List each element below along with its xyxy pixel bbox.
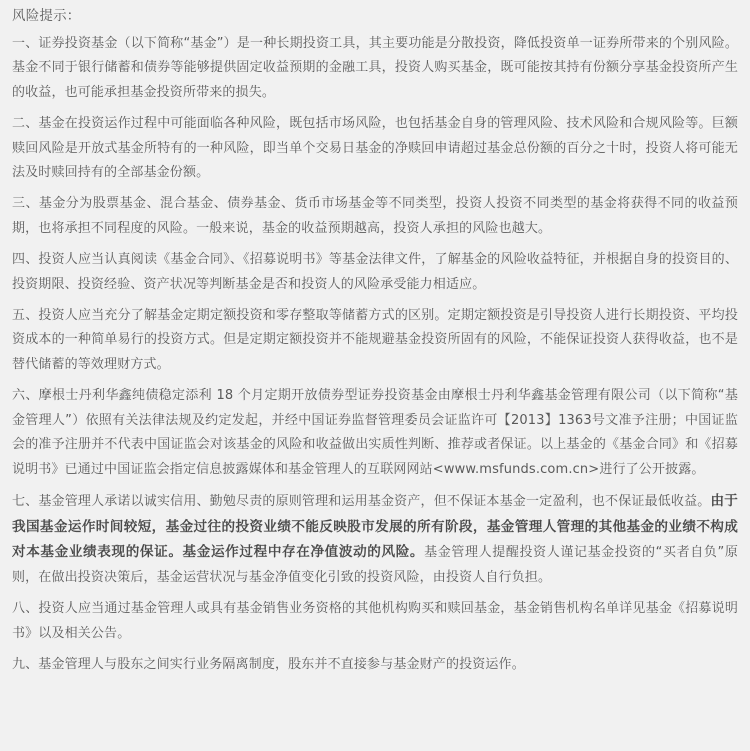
risk-item-1: 一、证券投资基金（以下简称“基金”）是一种长期投资工具，其主要功能是分散投资，降低投资单一证券所带来的个别风险。基金不同于银行储蓄和债券等能够提供固定收益预期的金融工具，投资人购买基金，既可能按其持有份额分享基金投资所产生的收益，也可能承担基金投资所带来的损失。 xyxy=(12,36,738,100)
risk-item-9: 九、基金管理人与股东之间实行业务隔离制度，股东并不直接参与基金财产的投资运作。 xyxy=(12,657,525,673)
risk-item-7-bold-warning: 由于我国基金运作时间较短，基金过往的投资业绩不能反映股市发展的所有阶段，基金管理人管理的其他基金的业绩不构成对本基金业绩表现的保证。基金运作过程中存在净值波动的风险。 xyxy=(12,492,738,561)
risk-item-7-outro: 基金管理人提醒投资人谨记基金投资的“买者自负”原则，在做出投资决策后，基金运营状况与基金净值变化引致的投资风险，由投资人自行负担。 xyxy=(12,545,738,585)
risk-item-5: 五、投资人应当充分了解基金定期定额投资和零存整取等储蓄方式的区别。定期定额投资是引导投资人进行长期投资、平均投资成本的一种简单易行的投资方式。但是定期定额投资并不能规避基金投资所固有的风险，不能保证投资人获得收益，也不是替代储蓄的等效理财方式。 xyxy=(12,308,738,372)
risk-item-7 xyxy=(12,489,738,590)
risk-item-8: 八、投资人应当通过基金管理人或具有基金销售业务资格的其他机构购买和赎回基金，基金销售机构名单详见基金《招募说明书》以及相关公告。 xyxy=(12,601,738,641)
risk-item-4: 四、投资人应当认真阅读《基金合同》、《招募说明书》等基金法律文件，了解基金的风险收益特征，并根据自身的投资目的、投资期限、投资经验、资产状况等判断基金是否和投资人的风险承受能力相适应。 xyxy=(12,252,738,292)
risk-item-7-intro: 七、基金管理人承诺以诚实信用、勤勉尽责的原则管理和运用基金资产，但不保证本基金一定盈利，也不保证最低收益。 xyxy=(12,493,711,509)
risk-item-6: 六、摩根士丹利华鑫纯债稳定添利 18 个月定期开放债券型证券投资基金由摩根士丹利华鑫基金管理有限公司（以下简称“基金管理人”）依照有关法律法规及约定发起，并经中国证券监督管理委员会证监许可【2013】1363号文准予注册；中国证监会的准予注册并不代表中国证监会对该基金的风险和收益做出实质性判断、推荐或者保证。以上基金的《基金合同》和《招募说明书》已通过中国证监会指定信息披露媒体和基金管理人的互联网网站<www.msfunds.com.cn>进行了公开披露。 xyxy=(12,388,738,477)
risk-item-3: 三、基金分为股票基金、混合基金、债券基金、货币市场基金等不同类型，投资人投资不同类型的基金将获得不同的收益预期，也将承担不同程度的风险。一般来说，基金的收益预期越高，投资人承担的风险也越大。 xyxy=(12,196,738,236)
document-title: 风险提示： xyxy=(12,8,81,24)
risk-item-2: 二、基金在投资运作过程中可能面临各种风险，既包括市场风险，也包括基金自身的管理风险、技术风险和合规风险等。巨额赎回风险是开放式基金所特有的一种风险，即当单个交易日基金的净赎回申请超过基金总份额的百分之十时，投资人将可能无法及时赎回持有的全部基金份额。 xyxy=(12,116,738,181)
